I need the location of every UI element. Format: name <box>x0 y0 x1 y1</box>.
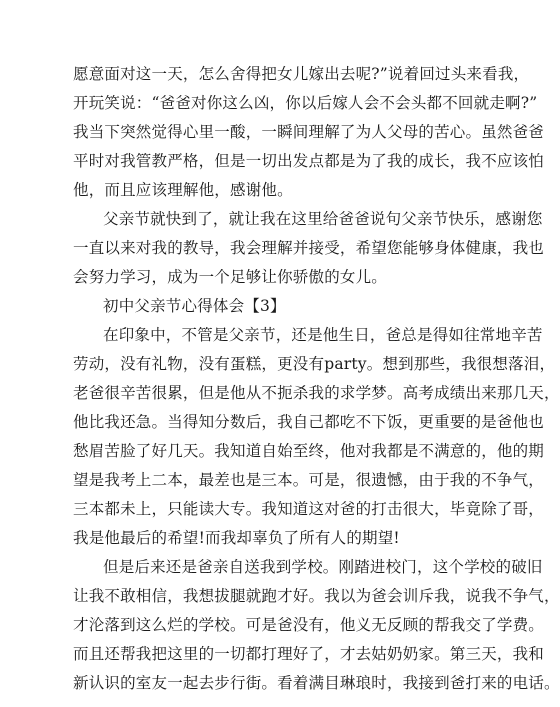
text-line: 愿意面对这一天，怎么舍得把女儿嫁出去呢?”说着回过头来看我， <box>73 65 530 83</box>
text-line: 才沦落到这么烂的学校。可是爸没有，他义无反顾的帮我交了学费。 <box>73 616 545 634</box>
text-line: 让我不敢相信，我想拔腿就跑才好。我以为爸会训斥我，说我不争气， <box>73 587 560 605</box>
section-heading: 初中父亲节心得体会【3】 <box>103 297 286 315</box>
text-line: 而且还帮我把这里的一切都打理好了，才去姑奶奶家。第三天，我和 <box>73 645 545 663</box>
text-line: 劳动，没有礼物，没有蛋糕，更没有party。想到那些，我很想落泪， <box>73 355 556 373</box>
paragraph-first-line: 但是后来还是爸亲自送我到学校。刚踏进校门，这个学校的破旧 <box>103 558 543 576</box>
text-line: 老爸很辛苦很累，但是他从不扼杀我的求学梦。高考成绩出来那几天， <box>73 384 560 402</box>
text-line: 新认识的室友一起去步行街。看着满目琳琅时，我接到爸打来的电话。 <box>73 674 560 692</box>
text-line: 他，而且应该理解他，感谢他。 <box>73 181 293 199</box>
text-line: 愁眉苦脸了好几天。我知道自始至终，他对我都是不满意的，他的期 <box>73 442 545 460</box>
text-line: 我当下突然觉得心里一酸，一瞬间理解了为人父母的苦心。虽然爸爸 <box>73 123 545 141</box>
text-line: 三本都未上，只能读大专。我知道这对爸的打击很大，毕竟除了哥， <box>73 500 545 518</box>
paragraph-first-line: 在印象中，不管是父亲节，还是他生日，爸总是得如往常地辛苦 <box>103 326 543 344</box>
text-line: 平时对我管教严格，但是一切出发点都是为了我的成长，我不应该怕 <box>73 152 545 170</box>
text-line: 一直以来对我的教导，我会理解并接受，希望您能够身体健康，我也 <box>73 239 545 257</box>
paragraph-first-line: 父亲节就快到了，就让我在这里给爸爸说句父亲节快乐，感谢您 <box>103 210 543 228</box>
text-line: 开玩笑说：“爸爸对你这么凶，你以后嫁人会不会头都不回就走啊?” <box>73 94 538 112</box>
text-line: 他比我还急。当得知分数后，我自己都吃不下饭，更重要的是爸他也 <box>73 413 545 431</box>
text-line: 会努力学习，成为一个足够让你骄傲的女儿。 <box>73 268 388 286</box>
text-line: 望是我考上二本，最差也是三本。可是，很遗憾，由于我的不争气， <box>73 471 545 489</box>
text-line: 我是他最后的希望!而我却辜负了所有人的期望! <box>73 529 400 547</box>
